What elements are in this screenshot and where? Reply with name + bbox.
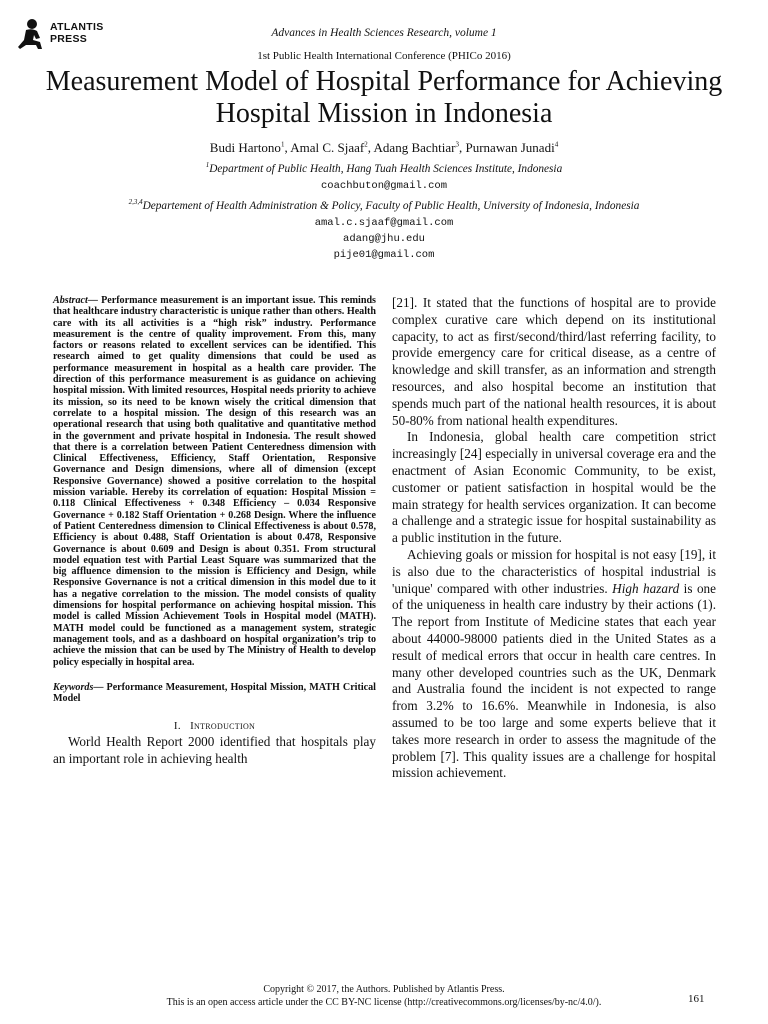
footer [0, 983, 768, 1009]
author-name: Adang Bachtiar [373, 140, 456, 155]
author-email: pije01@gmail.com [333, 249, 435, 261]
copyright-line: Copyright © 2017, the Authors. Published by Atlantis Press. [263, 984, 505, 995]
series-title: Advances in Health Sciences Research, volume 1 [271, 27, 497, 39]
abstract-label: Abstract [53, 295, 88, 306]
conference-name: 1st Public Health International Conference (PHICo 2016) [257, 50, 511, 62]
left-column [53, 295, 376, 768]
author-list: Budi Hartono$^1$, Amal C. Sjaaf$^2$, Adang Bachtiar$^3$, Purnawan Junadi$^4$ [209, 140, 559, 155]
running-header [0, 27, 768, 39]
keywords-label: Keywords [53, 681, 94, 693]
page-number: 161 [688, 993, 705, 1005]
body-paragraph: [21]. It stated that the functions of hospital are to provide complex curative care which depend on its institutional capacity, to act as first/second/third/last referring facility, to provide emergency care for critical disease, as a centre of knowledge and skill transfer, as an information and strength resources, and also hospital become an institution that spends much part of the national health resources, it is about 50-80% from national health expenditures. [392, 295, 716, 428]
author-name: Purnawan Junadi [465, 140, 555, 155]
license-line: This is an open access article under the CC BY-NC license (http://creativecommons.org/licenses/by-nc/4.0/). [166, 997, 602, 1008]
keywords [53, 682, 376, 705]
author-email: amal.c.sjaaf@gmail.com [314, 217, 454, 229]
affiliation: $^1$Department of Public Health, Hang Tuah Health Sciences Institute, Indonesia [205, 161, 563, 175]
right-column [392, 295, 716, 782]
affiliation: $^{2,3,4}$Departement of Health Administration & Policy, Faculty of Public Health, University of Indonesia, Indonesia [128, 198, 640, 212]
body-paragraph: In Indonesia, global health care competition strict increasingly [24] especially in universal coverage era and the enactment of Asian Economic Community, to be exist, customer or patient satisfaction in hospital would be the main strategy for health services organization. It can become a challenge and a strategic issue for hospital sustainability as a public institution in the future. [392, 429, 716, 546]
intro-paragraph: World Health Report 2000 identified that hospitals play an important role in achieving health [53, 734, 376, 767]
abstract-text: — Performance measurement is an important issue. This reminds that healthcare industry characteristic is unique rather than others. Health care with its all activities is a “high risk” industry. Performance measurement is the centre of quality improvement. From this, many factors or reasons related to excellent services can be identified. This research aimed to get quality dimensions that could be used as performance measurement in hospital as a health care provider. The direction of this performance measurement is as guidance on achieving hospital mission. With limited resources, Hospital needs priority to achieve its mission, so its need to be known wisely the critical dimension that correlate to a hospital mission. The design of this research was an operational research that using both qualitative and quantitative method in the government and private hospital in Indonesia. The result showed that there is a correlation between Patient Centeredness dimension with Clinical Effectiveness, Efficiency, Staff Orientation, Responsive Governance and Design dimensions, where all of dimension (except Responsive Governance) showed a positive correlation to the hospital mission variable. Hereby its correlation of equation: Hospital Mission = 0.118 Clinical Effectiveness + 0.348 Efficiency – 0.034 Responsive Governance + 0.182 Staff Orientation + 0.268 Design. Where the influence of Patient Centeredness dimension to Clinical Effectiveness is about 0.578, Efficiency is about 0.488, Staff Orientation is about 0.478, Responsive Governance is about 0.609 and Design is about 0.351. From structural model equation test with Partial Least Square was summarized that the big affluence dimension to the mission is Efficiency and Design, while Responsive Governance is not a critical dimension in this model due to it has a negative correlation to the mission. The model consists of quality dimensions for hospital performance on achieving hospital mission. This model is called Mission Achievement Tools in Hospital model (MATH). MATH model could be functioned as a management system, strategic management tools, and as a dashboard on hospital organization’s trip to achieve the mission that can be used by The Ministry of Health to develop policy especially in hospital area. [53, 295, 376, 668]
body-paragraph: Achieving goals or mission for hospital is not easy [19], it is also due to the characteristics of hospital industrial is 'unique' compared with other industries. High hazard is one of the uniqueness in health care industry by their actions (1). The report from Institute of Medicine states that each year about 44000-98000 patients died in the United States as a result of medical errors that occur in health care centres. In many other developed countries such as the UK, Denmark and Australia found the incident is not expected to range from 3.2% to 16.6%. Meanwhile in Indonesia, is also assumed to be too large and some experts believe that it takes more research in order to assess the magnitude of the problem [7]. This quality issues are a challenge for hospital mission achievement. [392, 546, 716, 781]
author-name: Budi Hartono [209, 140, 281, 155]
publisher-name-line2: PRESS [50, 33, 88, 45]
author-name: Amal C. Sjaaf [290, 140, 365, 155]
publisher-name-line1: ATLANTIS [50, 21, 104, 33]
section-heading: I. Introduction [173, 720, 256, 733]
keywords-text: — Performance Measurement, Hospital Mission, MATH Critical Model [53, 681, 376, 705]
paper-title: Measurement Model of Hospital Performance for Achieving Hospital Mission in Indonesia [45, 66, 723, 129]
abstract [53, 295, 376, 668]
author-email: coachbuton@gmail.com [320, 180, 448, 192]
author-email: adang@jhu.edu [343, 233, 425, 245]
